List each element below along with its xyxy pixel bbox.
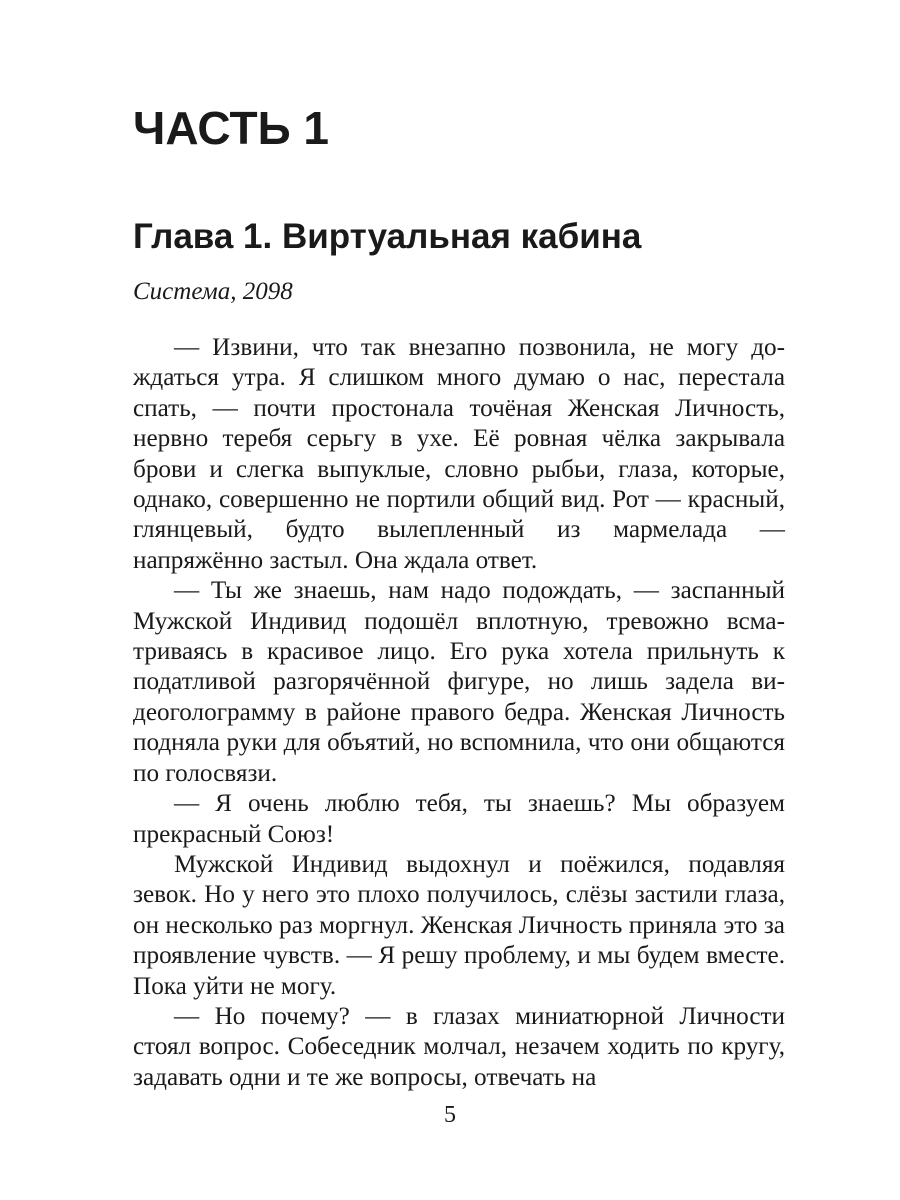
paragraph: — Извини, что так внезапно позвонила, не могу дождаться утра. Я слишком много думаю о нас, перестала спать, — почти простонала точёная Женская Личность, нервно теребя серьгу в ухе. Её ровная чёлка закрывала брови и слегка выпуклые, словно рыбьи, глаза, которые, однако, совершенно не портили общий вид. Рот — красный, глянцевый, будто вылепленный из мармелада — напряжённо застыл. Она ждала ответ. <box>133 334 785 574</box>
body-text <box>133 333 785 1093</box>
paragraph: Мужской Индивид выдохнул и поёжился, подавляя зевок. Но у него это плохо получилось, слёзы застили глаза, он несколько раз моргнул. Женская Личность приняла это за проявление чувств. — Я решу проблему, и мы будем вместе. Пока уйти не могу. <box>133 850 785 1000</box>
chapter-title: Глава 1. Виртуальная кабина <box>133 217 642 256</box>
chapter-subtitle: Система, 2098 <box>133 278 293 305</box>
paragraph: — Ты же знаешь, нам надо подождать, — заспанный Мужской Индивид подошёл вплотную, тревожно всматриваясь в красивое лицо. Его рука хотела прильнуть к податливой разгорячённой фигуре, но лишь задела видеоголограмму в районе правого бедра. Женская Личность подняла руки для объятий, но вспомнила, что они общаются по голосвязи. <box>133 577 785 787</box>
page-number: 5 <box>444 1102 456 1128</box>
paragraph: — Я очень люблю тебя, ты знаешь? Мы образуем прекрасный Союз! <box>133 790 785 848</box>
part-title: ЧАСТЬ 1 <box>133 102 329 154</box>
paragraph: — Но почему? — в глазах миниатюрной Личности стоял вопрос. Собеседник молчал, незачем ходить по кругу, задавать одни и те же вопросы, отвечать на <box>133 1002 785 1091</box>
